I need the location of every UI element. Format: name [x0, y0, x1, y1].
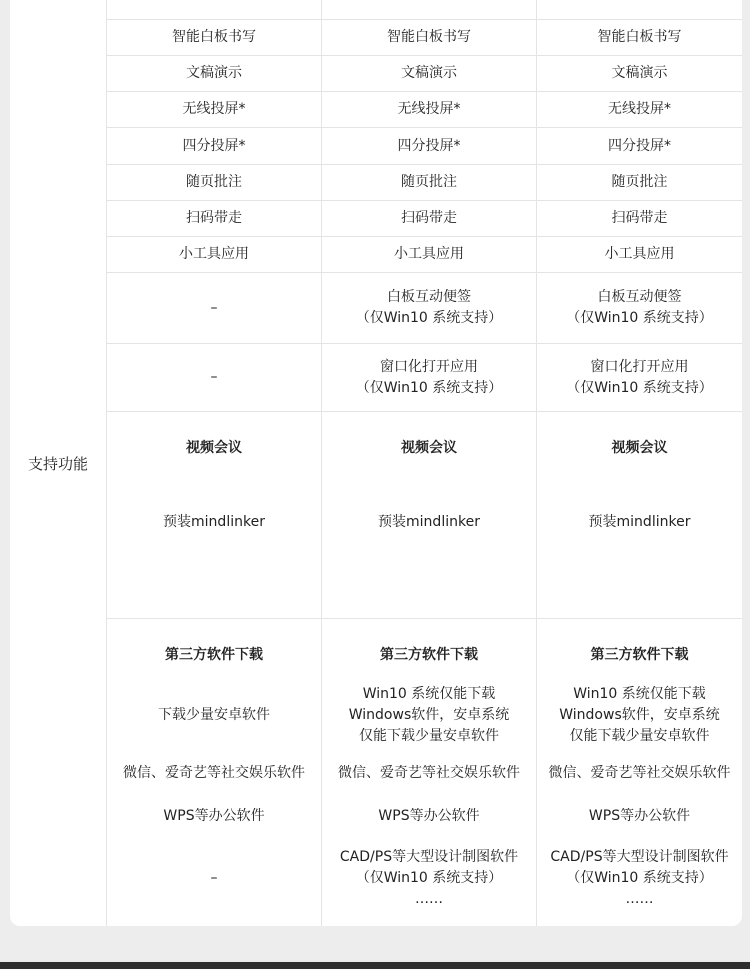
video-preinstalled: 预装mindlinker	[588, 513, 691, 530]
cell-line: （仅Win10 系统支持）	[566, 310, 713, 326]
table-cell: 四分投屏*	[608, 137, 671, 154]
video-preinstalled: 预装mindlinker	[163, 513, 265, 530]
cell-line: （仅Win10 系统支持）	[566, 379, 713, 396]
office-cell: WPS等办公软件	[163, 807, 265, 824]
table-cell: 小工具应用	[604, 246, 675, 262]
table-cell: 智能白板书写	[387, 29, 471, 45]
office-cell: WPS等办公软件	[378, 807, 480, 824]
table-cell: 小工具应用	[394, 246, 464, 262]
bottom-bar	[0, 962, 750, 969]
design-cell	[537, 846, 742, 910]
table-cell	[537, 273, 742, 343]
row-divider	[106, 411, 742, 412]
cell-line: 白板互动便签	[597, 289, 682, 305]
download-cell	[322, 683, 536, 747]
cell-line: ……	[415, 890, 443, 907]
download-cell: 下载少量安卓软件	[158, 706, 270, 723]
video-preinstalled: 预装mindlinker	[378, 513, 480, 530]
download-cell	[537, 683, 742, 747]
table-cell: 扫码带走	[401, 210, 457, 226]
cell-line: 白板互动便签	[387, 289, 471, 305]
table-cell: –	[210, 299, 218, 316]
cell-line: Win10 系统仅能下载	[362, 685, 496, 702]
cell-line: （仅Win10 系统支持）	[355, 869, 503, 886]
cell-line: （仅Win10 系统支持）	[355, 310, 503, 326]
table-cell: 无线投屏*	[608, 101, 671, 117]
third-party-heading: 第三方软件下载	[165, 646, 263, 663]
table-cell: 随页批注	[186, 174, 242, 190]
table-cell: –	[210, 369, 218, 385]
office-cell: WPS等办公软件	[588, 807, 691, 824]
design-cell: –	[210, 869, 218, 886]
table-cell	[322, 273, 536, 343]
table-cell: 文稿演示	[611, 65, 668, 81]
social-cell: 微信、爱奇艺等社交娱乐软件	[123, 764, 305, 781]
cell-line: ……	[625, 890, 654, 907]
cell-line: （仅Win10 系统支持）	[355, 379, 503, 396]
table-cell: 智能白板书写	[172, 29, 256, 45]
video-heading: 视频会议	[401, 439, 457, 456]
cell-line: CAD/PS等大型设计制图软件	[550, 848, 729, 865]
cell-line: Windows软件，安卓系统	[348, 706, 510, 723]
table-cell: 扫码带走	[186, 210, 242, 226]
table-cell: 四分投屏*	[182, 137, 246, 154]
table-cell	[322, 344, 536, 411]
cell-line: 仅能下载少量安卓软件	[569, 727, 710, 744]
third-party-heading: 第三方软件下载	[380, 646, 478, 663]
table-cell	[537, 344, 742, 411]
cell-line: CAD/PS等大型设计制图软件	[339, 848, 519, 865]
table-cell: 扫码带走	[611, 210, 668, 226]
table-cell: 随页批注	[611, 174, 668, 190]
cell-line: （仅Win10 系统支持）	[566, 869, 713, 886]
cell-line: Win10 系统仅能下载	[573, 685, 706, 702]
table-cell: 无线投屏*	[397, 101, 461, 117]
table-cell: 文稿演示	[401, 65, 457, 81]
cell-line: 窗口化打开应用	[590, 358, 689, 375]
video-heading: 视频会议	[611, 439, 668, 456]
row-label: 支持功能	[27, 454, 88, 473]
table-cell: 随页批注	[401, 174, 457, 190]
social-cell: 微信、爱奇艺等社交娱乐软件	[338, 764, 520, 781]
row-divider	[106, 618, 742, 619]
social-cell: 微信、爱奇艺等社交娱乐软件	[548, 764, 731, 781]
table-cell: 四分投屏*	[397, 137, 461, 154]
cell-line: 窗口化打开应用	[380, 358, 478, 375]
cell-line: 仅能下载少量安卓软件	[359, 727, 499, 744]
table-cell: 智能白板书写	[597, 29, 682, 45]
design-cell	[322, 846, 536, 910]
table-cell: 小工具应用	[179, 246, 249, 262]
video-heading: 视频会议	[186, 439, 242, 456]
table-cell: 无线投屏*	[182, 101, 246, 117]
cell-line: Windows软件，安卓系统	[559, 706, 720, 723]
third-party-heading: 第三方软件下载	[590, 646, 689, 663]
table-cell: 文稿演示	[186, 65, 242, 81]
